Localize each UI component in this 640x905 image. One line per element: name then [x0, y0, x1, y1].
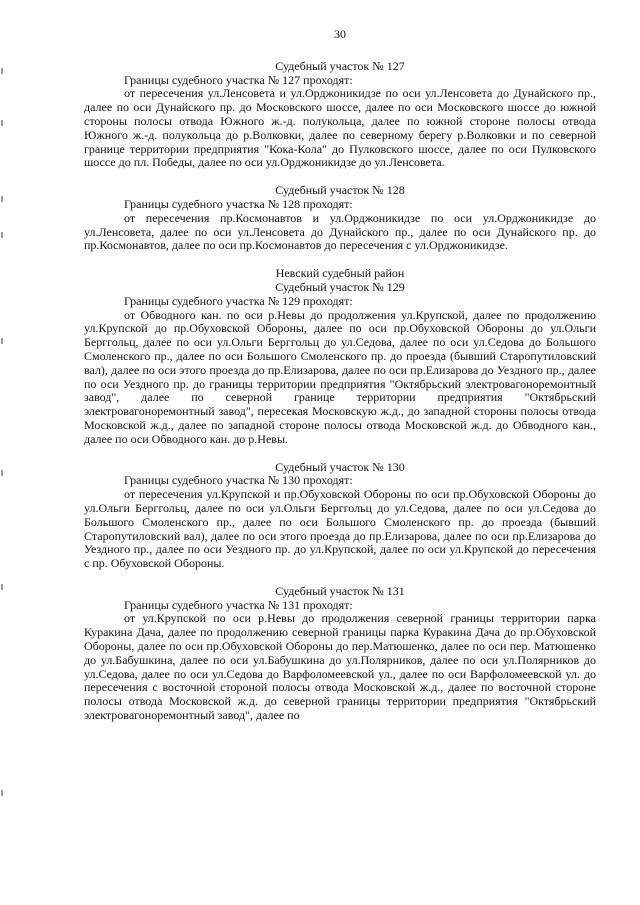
section-boundary-text: от пересечения пр.Космонавтов и ул.Орджоникидзе по оси ул.Орджоникидзе до ул.Ленсовета, далее по оси ул.Ленсовета до Дунайского пр., далее по оси Дунайского пр. до пр.Космонавтов, далее по оси пр.Космонавтов до пересечения с ул.Орджоникидзе.: [84, 210, 596, 253]
section-boundary-text: от Обводного кан. по оси р.Невы до продолжения ул.Крупской, далее по продолжению ул.Крупской до пр.Обуховской Обороны, далее по оси пр.Обуховской Обороны до ул.Ольги Берггольц, далее по оси ул.Ольги Берггольц до ул.Седова, далее по оси ул.Седова до Большого Смоленского пр., далее по оси Большого Смоленского пр. до проезда (бывший Старопутиловский вал), далее по оси этого проезда до пр.Елизарова, далее по оси пр.Елизарова до Уездного пр., далее по оси Уездного пр. до границы территории предприятия "Октябрьский электровагоноремонтный завод", далее по северной границе территории предприятия "Октябрьский электровагоноремонтный завод", пересекая Московскую ж.д., до западной стороны полосы отвода Московской ж.д., далее по западной стороне полосы отвода Московской ж.д. до Обводного кан., далее по оси Обводного кан. до р.Невы.: [84, 307, 596, 446]
section-intro: Границы судебного участка № 130 проходят:: [124, 473, 353, 488]
section-boundary-text: от пересечения ул.Ленсовета и ул.Орджоникидзе по оси ул.Ленсовета до Дунайского пр., далее по оси Дунайского пр. до Московского шоссе, далее по оси Московского шоссе до южной стороны полосы отвода Южного ж.-д. полукольца, далее по южной стороне полосы отвода Южного ж.-д. полукольца до р.Волковки, далее по северному берегу р.Волковки и по северной границе территории предприятия "Кока-Кола" до Пулковского шоссе, далее по оси Пулковского шоссе до пл. Победы, далее по оси ул.Орджоникидзе до ул.Ленсовета.: [84, 86, 596, 170]
page-number: 30: [334, 27, 346, 41]
district-title: Невский судебный район: [275, 266, 405, 281]
binding-mark: [1, 790, 3, 796]
section-boundary-text: от пересечения ул.Крупской и пр.Обуховской Обороны по оси пр.Обуховской Обороны до ул.Ольги Берггольц, далее по оси ул.Ольги Берггольц до ул.Седова, далее по оси ул.Седова до Большого Смоленского пр., далее по оси Большого Смоленского пр. до проезда (бывший Старопутиловский вал), далее по оси этого проезда до пр.Елизарова, далее по оси пр.Елизарова до Уездного пр., далее по оси Уездного пр. до ул.Крупской, далее по оси ул.Крупской до пересечения с пр. Обуховской Обороны.: [84, 487, 596, 571]
binding-mark: [1, 470, 3, 476]
binding-mark: [1, 338, 3, 344]
document-page: [84, 28, 596, 737]
court-section-127: [84, 60, 596, 170]
section-intro: Границы судебного участка № 128 проходят:: [124, 196, 353, 211]
binding-mark: [1, 196, 3, 202]
binding-mark: [1, 120, 3, 126]
binding-mark: [1, 68, 3, 74]
section-title: Судебный участок № 131: [275, 583, 405, 598]
section-boundary-text: от ул.Крупской по оси р.Невы до продолжения северной границы территории парка Куракина Дача, далее по продолжению северной границы парка Куракина Дача до пр.Обуховской Обороны, далее по оси пр.Обуховской Обороны до пер.Матюшенко, далее по оси пер. Матюшенко до ул.Бабушкина, далее по оси ул.Бабушкина до ул.Полярников, далее по оси ул.Полярников до ул.Седова, далее по оси ул.Седова до Варфоломеевской ул., далее по оси Варфоломеевской ул. до пересечения с восточной стороной полосы отвода Московской ж.д., далее по восточной стороне полосы отвода Московской ж.д. до северной границы территории предприятия "Октябрьский электровагоноремонтный завод", далее по: [84, 611, 596, 723]
binding-mark: [1, 584, 3, 590]
court-section-131: [84, 585, 596, 723]
court-section-130: [84, 461, 596, 571]
section-title: Судебный участок № 128: [275, 183, 405, 198]
section-intro: Границы судебного участка № 127 проходят:: [124, 72, 353, 87]
section-title: Судебный участок № 130: [275, 459, 405, 474]
section-intro: Границы судебного участка № 129 проходят:: [124, 293, 353, 308]
court-section-128: [84, 184, 596, 253]
binding-margin-marks: [0, 0, 6, 905]
binding-mark: [1, 232, 3, 238]
section-intro: Границы судебного участка № 131 проходят:: [124, 597, 353, 612]
court-section-129: [84, 267, 596, 446]
section-title: Судебный участок № 127: [275, 58, 405, 73]
section-title: Судебный участок № 129: [275, 279, 405, 294]
